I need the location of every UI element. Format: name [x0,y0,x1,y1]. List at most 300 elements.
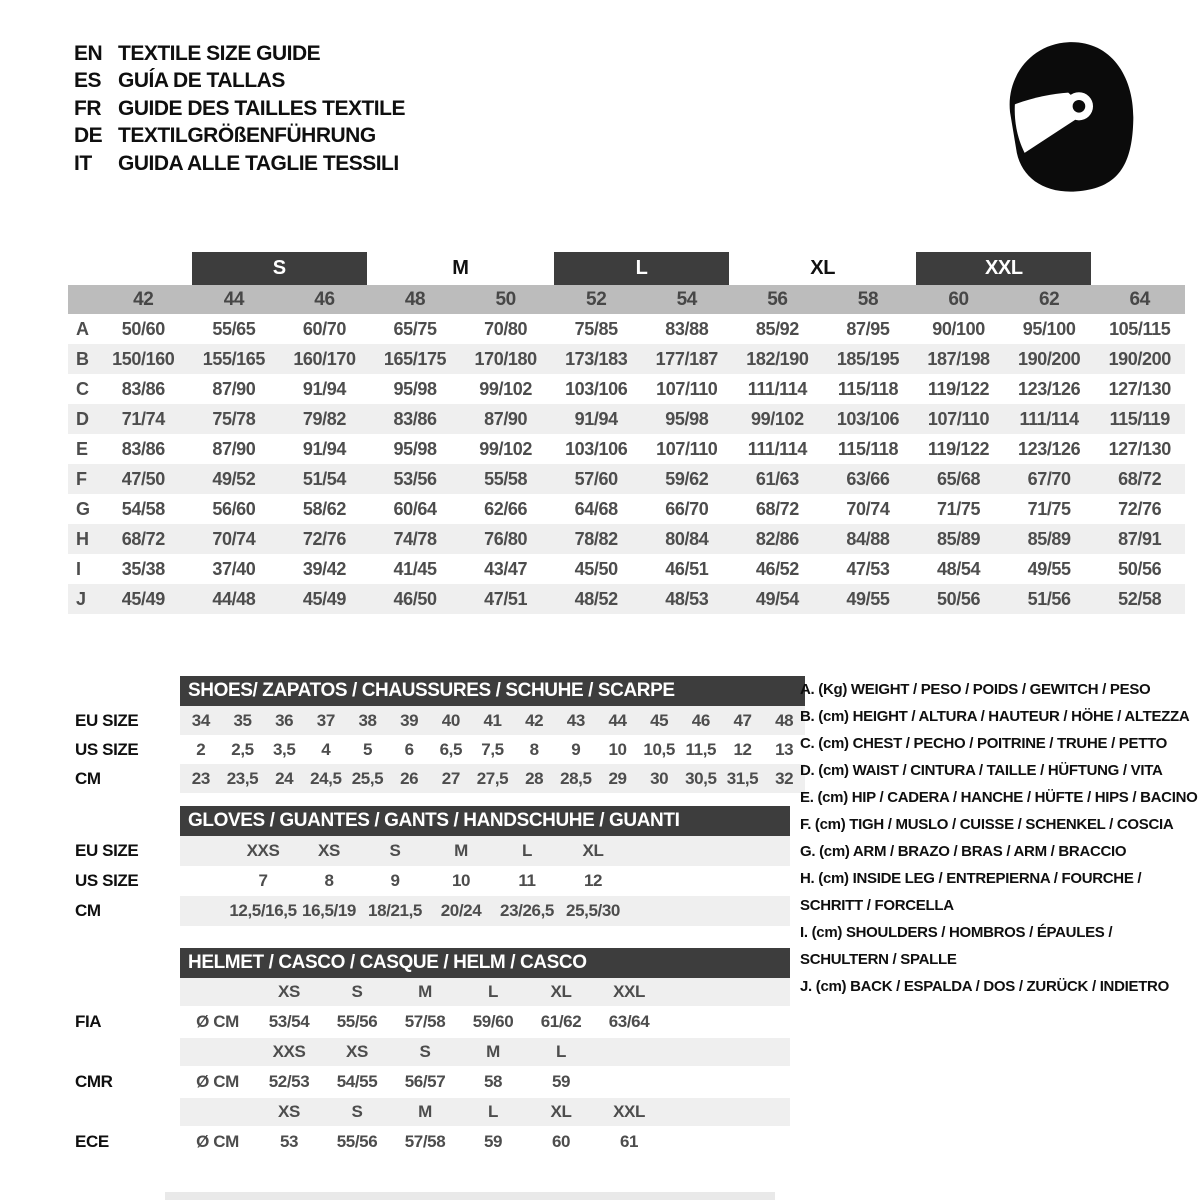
size-value: 160/170 [293,348,356,369]
size-value: 123/126 [1017,438,1081,459]
size-value: 50/56 [1118,558,1162,579]
size-group-s: S [192,252,367,285]
row-label: B [76,348,89,369]
legend-item: I. (cm) SHOULDERS / HOMBROS / ÉPAULES / SCHULTERN / SPALLE [800,924,1113,968]
size-value: 62/66 [484,498,528,519]
row-label: CM [75,768,101,788]
size-value: 59 [483,1132,503,1151]
helmet-size-header-row [60,978,790,1006]
size-value: 11 [518,871,536,890]
standard-label: FIA [75,1012,102,1031]
size-label: XXL [613,1102,645,1121]
size-value: 38 [358,710,377,730]
size-value: 173/183 [565,348,628,369]
size-value: 4 [321,739,331,759]
size-value: 103/106 [836,408,900,429]
size-value: 48/54 [937,558,981,579]
standard-label: ECE [75,1132,109,1151]
size-label: XS [278,982,300,1001]
size-value: 59/62 [665,468,709,489]
size-value: 46 [691,710,710,730]
size-value: 87/90 [212,438,256,459]
legend-item: J. (cm) BACK / ESPALDA / DOS / ZURÜCK / INDIETRO [800,978,1169,995]
value-band [180,764,805,793]
size-label: XXL [613,982,645,1001]
size-value: 190/200 [1108,348,1171,369]
racing-helmet-icon [978,30,1143,205]
size-value: 155/165 [202,348,265,369]
helmet-table-title: HELMET / CASCO / CASQUE / HELM / CASCO [180,948,790,978]
size-value: 119/122 [927,438,990,459]
helmet-size-header-row [60,1098,790,1126]
size-value: 75/78 [212,408,256,429]
size-value: 83/86 [393,408,437,429]
measure-row-h [68,524,1185,554]
size-value: 49/54 [755,588,799,609]
size-group-l: L [554,252,729,285]
size-value: XXS [246,841,280,860]
size-value: 13 [775,739,794,759]
numeric-size: 58 [857,288,879,310]
numeric-size: 64 [1129,288,1150,310]
size-value: 53 [279,1132,299,1151]
size-value: 71/75 [937,498,981,519]
size-value: 91/94 [574,408,618,429]
row-label: H [76,528,89,549]
unit-label: Ø CM [196,1072,239,1091]
size-value: 16,5/19 [302,901,356,920]
size-value: 48 [775,710,794,730]
size-value: 44/48 [212,588,256,609]
legend-item: F. (cm) TIGH / MUSLO / CUISSE / SCHENKEL / COSCIA [800,816,1174,833]
size-value: 71/74 [121,408,165,429]
size-value: 49/55 [1027,558,1071,579]
unit-label: Ø CM [196,1132,239,1151]
size-value: 87/91 [1118,528,1162,549]
size-label: XS [346,1042,368,1061]
size-value: 6,5 [439,739,463,759]
size-value: 60/64 [393,498,437,519]
size-value: 95/98 [665,408,709,429]
measurement-rows [68,314,1185,614]
size-value: 99/102 [479,378,532,399]
sub-table-row [60,866,790,896]
size-value: 127/130 [1108,378,1171,399]
numeric-size: 50 [495,288,516,310]
size-value: 23,5 [226,768,259,788]
cropped-row-strip [165,1192,775,1200]
size-value: 71/75 [1027,498,1071,519]
language-row [74,95,405,123]
measure-row-e [68,434,1185,464]
size-label: XL [550,982,572,1001]
size-value: 70/80 [484,318,528,339]
size-value: 111/114 [747,438,808,459]
size-value: 115/119 [1109,408,1170,429]
value-band [180,866,790,896]
size-value: 43 [566,710,585,730]
size-value: 85/89 [1027,528,1071,549]
size-value: 105/115 [1109,318,1171,339]
numeric-size: 54 [676,288,697,310]
size-value: 44 [608,710,627,730]
sub-table-row [60,896,790,926]
size-value [595,1066,663,1098]
size-value: 95/98 [393,438,437,459]
language-row [74,40,405,68]
measure-row-a [68,314,1185,344]
size-value: 11,5 [685,739,717,759]
measure-row-d [68,404,1185,434]
size-value: 10 [608,739,627,759]
size-value: 177/187 [655,348,718,369]
textile-size-table [68,252,1185,614]
size-value: 70/74 [212,528,256,549]
size-value: 107/110 [927,408,990,429]
size-value: 111/114 [1019,408,1079,429]
size-value: 58 [483,1072,503,1091]
size-value: 45/49 [121,588,165,609]
helmet-size-header-row [60,1038,790,1066]
spacer [180,1098,255,1126]
size-value: 47/50 [121,468,165,489]
size-value: 57/58 [404,1132,446,1151]
size-value: 6 [404,739,414,759]
size-value: 65/75 [393,318,437,339]
size-value: 48/52 [574,588,618,609]
size-value: 78/82 [574,528,618,549]
size-value: 40 [441,710,460,730]
size-value: 56/60 [212,498,256,519]
measure-row-i [68,554,1185,584]
guide-title: GUIDE DES TAILLES TEXTILE [118,96,405,120]
legend-item: A. (Kg) WEIGHT / PESO / POIDS / GEWITCH / PESO [800,681,1151,698]
numeric-size: 52 [586,288,607,310]
size-group-header-row [68,252,1185,285]
size-group-xl: XL [810,257,836,279]
size-value: 53/54 [268,1012,310,1031]
size-value: 87/90 [484,408,528,429]
size-value: 27,5 [476,768,509,788]
size-value: 2 [196,739,206,759]
size-value: 111/114 [747,378,808,399]
helmet-standard-row [60,1126,790,1158]
size-value: 76/80 [484,528,528,549]
size-value: 55/65 [212,318,256,339]
guide-title: TEXTILGRÖßENFÜHRUNG [118,124,376,148]
size-value: 103/106 [565,378,628,399]
numeric-size: 62 [1038,288,1060,310]
gloves-size-table [60,806,790,926]
size-value: 54/58 [121,498,165,519]
size-value: 35/38 [121,558,165,579]
size-value: 23 [191,768,210,788]
size-value: 59/60 [472,1012,514,1031]
size-value: 187/198 [927,348,990,369]
size-value: 115/118 [837,438,899,459]
size-value: 24,5 [310,768,342,788]
size-group-m: M [452,257,469,279]
size-value: 8 [529,739,539,759]
sub-table-row [60,764,805,793]
size-value: 10,5 [643,739,675,759]
size-value: 64/68 [574,498,618,519]
numeric-size: 44 [223,288,245,310]
row-label: C [76,378,89,399]
size-value: 32 [775,768,794,788]
row-label: E [76,438,88,459]
size-value: 107/110 [656,378,718,399]
size-label: L [488,1102,498,1121]
size-value: 107/110 [656,438,718,459]
row-label: US SIZE [75,871,139,890]
size-value: 95/100 [1022,318,1076,339]
size-value: 7 [258,871,268,890]
size-value: 127/130 [1108,438,1171,459]
size-value: 85/92 [755,318,799,339]
size-value: 8 [324,871,334,890]
language-code: IT [74,151,92,175]
size-label: S [351,982,363,1001]
size-value: 119/122 [927,378,990,399]
size-value: 72/76 [302,528,346,549]
size-value: 3,5 [272,739,296,759]
size-label: M [418,1102,432,1121]
size-value: 20/24 [440,901,482,920]
size-value: 42 [525,710,544,730]
row-label: F [76,468,87,489]
size-value: 61/62 [540,1012,582,1031]
row-label: EU SIZE [75,710,139,730]
gloves-table-title: GLOVES / GUANTES / GANTS / HANDSCHUHE / GUANTI [180,806,790,836]
size-value: 83/88 [665,318,709,339]
size-value: 68/72 [755,498,799,519]
language-row [74,123,405,151]
numeric-size: 56 [767,288,788,310]
size-value: 25,5/30 [566,901,620,920]
size-value: 46/50 [393,588,437,609]
size-value: 63/64 [608,1012,650,1031]
size-value: 51/54 [302,468,346,489]
size-value: 9 [390,871,400,890]
size-value: 47/51 [484,588,528,609]
helmet-standard-row [60,1006,790,1038]
size-value: 48/53 [665,588,709,609]
size-value: 30,5 [685,768,717,788]
size-value: XS [318,841,340,860]
size-band [180,1038,790,1066]
size-value: 83/86 [121,378,165,399]
guide-title: GUÍA DE TALLAS [118,69,285,93]
size-value: 50/60 [121,318,165,339]
size-value: 59 [551,1072,571,1091]
value-band [180,706,805,735]
measure-row-j [68,584,1185,614]
language-row [74,150,405,178]
size-value: 63/66 [846,468,890,489]
size-value: 50/56 [937,588,981,609]
size-value: 36 [275,710,294,730]
size-value: 10 [451,871,471,890]
size-value: 52/58 [1118,588,1162,609]
spacer [180,1038,255,1066]
size-value: 2,5 [231,739,254,759]
size-value: 45/50 [574,558,618,579]
size-value: 99/102 [751,408,804,429]
spacer [68,285,98,314]
size-value: 12,5/16,5 [229,901,297,920]
unit-label: Ø CM [196,1012,239,1031]
numeric-size: 42 [133,288,154,310]
size-value: 45/49 [302,588,346,609]
spacer [60,978,180,1006]
measurement-legend [800,676,1200,1000]
size-label: L [488,982,498,1001]
sub-table-row [60,735,805,764]
size-value: 150/160 [112,348,175,369]
size-value: 51/56 [1027,588,1071,609]
size-value: 67/70 [1027,468,1071,489]
size-value: 61/63 [755,468,799,489]
legend-item: E. (cm) HIP / CADERA / HANCHE / HÜFTE / HIPS / BACINO [800,789,1198,806]
size-value: 170/180 [474,348,537,369]
size-value: 80/84 [665,528,709,549]
sub-table-row [60,836,790,866]
standard-label: CMR [75,1072,113,1091]
size-value: 39 [400,710,419,730]
size-value: 29 [608,768,627,788]
size-label: L [556,1042,566,1061]
size-value: 28 [525,768,544,788]
helmet-size-table [60,948,790,1158]
row-label: G [76,498,90,519]
value-band [180,896,790,926]
size-band [180,1098,790,1126]
language-code: ES [74,69,102,93]
language-title-list [74,40,405,178]
size-value: 37/40 [212,558,256,579]
size-value: 31,5 [726,768,759,788]
value-band [180,1126,790,1158]
size-value: 56/57 [404,1072,446,1091]
size-value: 123/126 [1017,378,1081,399]
size-value: 28,5 [560,768,592,788]
size-value: 83/86 [121,438,165,459]
size-label: XS [278,1102,300,1121]
row-label: A [76,318,89,339]
language-code: FR [74,96,101,120]
shoes-size-table [60,676,805,793]
size-value: 18/21,5 [368,901,422,920]
size-value: 55/58 [484,468,528,489]
value-band [180,735,805,764]
size-value: 75/85 [574,318,618,339]
guide-title: GUIDA ALLE TAGLIE TESSILI [118,151,399,175]
size-value: L [522,841,532,860]
size-value: 87/90 [212,378,256,399]
size-value: 52/53 [268,1072,310,1091]
size-value: 12 [733,739,752,759]
size-value: 99/102 [479,438,532,459]
row-label: D [76,408,89,429]
size-value: 68/72 [121,528,165,549]
size-value: 90/100 [932,318,985,339]
size-value: 37 [316,710,335,730]
legend-item: B. (cm) HEIGHT / ALTURA / HAUTEUR / HÖHE / ALTEZZA [800,708,1190,725]
size-value: 61 [619,1132,639,1151]
size-value: 85/89 [937,528,981,549]
table-header-row [60,948,790,978]
size-value: 45 [650,710,669,730]
size-value: 182/190 [746,348,809,369]
size-value: 30 [650,768,669,788]
size-value: 24 [275,768,294,788]
row-label: EU SIZE [75,841,139,860]
numeric-size: 48 [404,288,426,310]
legend-item: C. (cm) CHEST / PECHO / POITRINE / TRUHE / PETTO [800,735,1168,752]
value-band [180,1066,790,1098]
size-value: M [454,841,468,860]
row-label: CM [75,901,101,920]
size-value: XL [582,841,604,860]
size-value: 60/70 [302,318,346,339]
sub-table-row [60,706,805,735]
language-code: DE [74,124,103,148]
size-value: 95/98 [393,378,437,399]
numeric-size: 60 [948,288,969,310]
size-label: M [418,982,432,1001]
spacer [60,1098,180,1126]
size-value: 103/106 [565,438,628,459]
legend-item: H. (cm) INSIDE LEG / ENTREPIERNA / FOURCHE / SCHRITT / FORCELLA [800,870,1142,914]
spacer [60,948,180,978]
size-value: 91/94 [302,438,346,459]
size-band [180,978,790,1006]
size-value: 46/52 [755,558,799,579]
size-value: 35 [233,710,252,730]
size-label: S [419,1042,431,1061]
size-value: 70/74 [846,498,890,519]
size-value: 185/195 [836,348,900,369]
size-value: 84/88 [846,528,890,549]
size-value: 7,5 [481,739,504,759]
value-band [180,1006,790,1038]
size-value: 53/56 [393,468,437,489]
numeric-size-row [68,285,1185,314]
size-value: S [389,841,401,860]
size-label: S [351,1102,363,1121]
spacer [60,676,180,706]
size-value: 190/200 [1017,348,1081,369]
size-value: 26 [400,768,419,788]
shoes-table-title: SHOES/ ZAPATOS / CHAUSSURES / SCHUHE / SCARPE [180,676,805,706]
size-value: 41 [483,710,502,730]
size-value: 58/62 [302,498,346,519]
size-label: M [486,1042,500,1061]
size-value: 54/55 [336,1072,378,1091]
size-value: 55/56 [336,1012,378,1031]
size-value: 47/53 [846,558,890,579]
table-header-row [60,676,805,706]
size-value: 68/72 [1118,468,1162,489]
measure-row-b [68,344,1185,374]
size-value: 9 [571,739,581,759]
row-label: J [76,588,86,609]
numeric-size: 46 [314,288,335,310]
size-value: 82/86 [755,528,799,549]
size-value: 12 [583,871,603,890]
size-value: 57/58 [404,1012,446,1031]
